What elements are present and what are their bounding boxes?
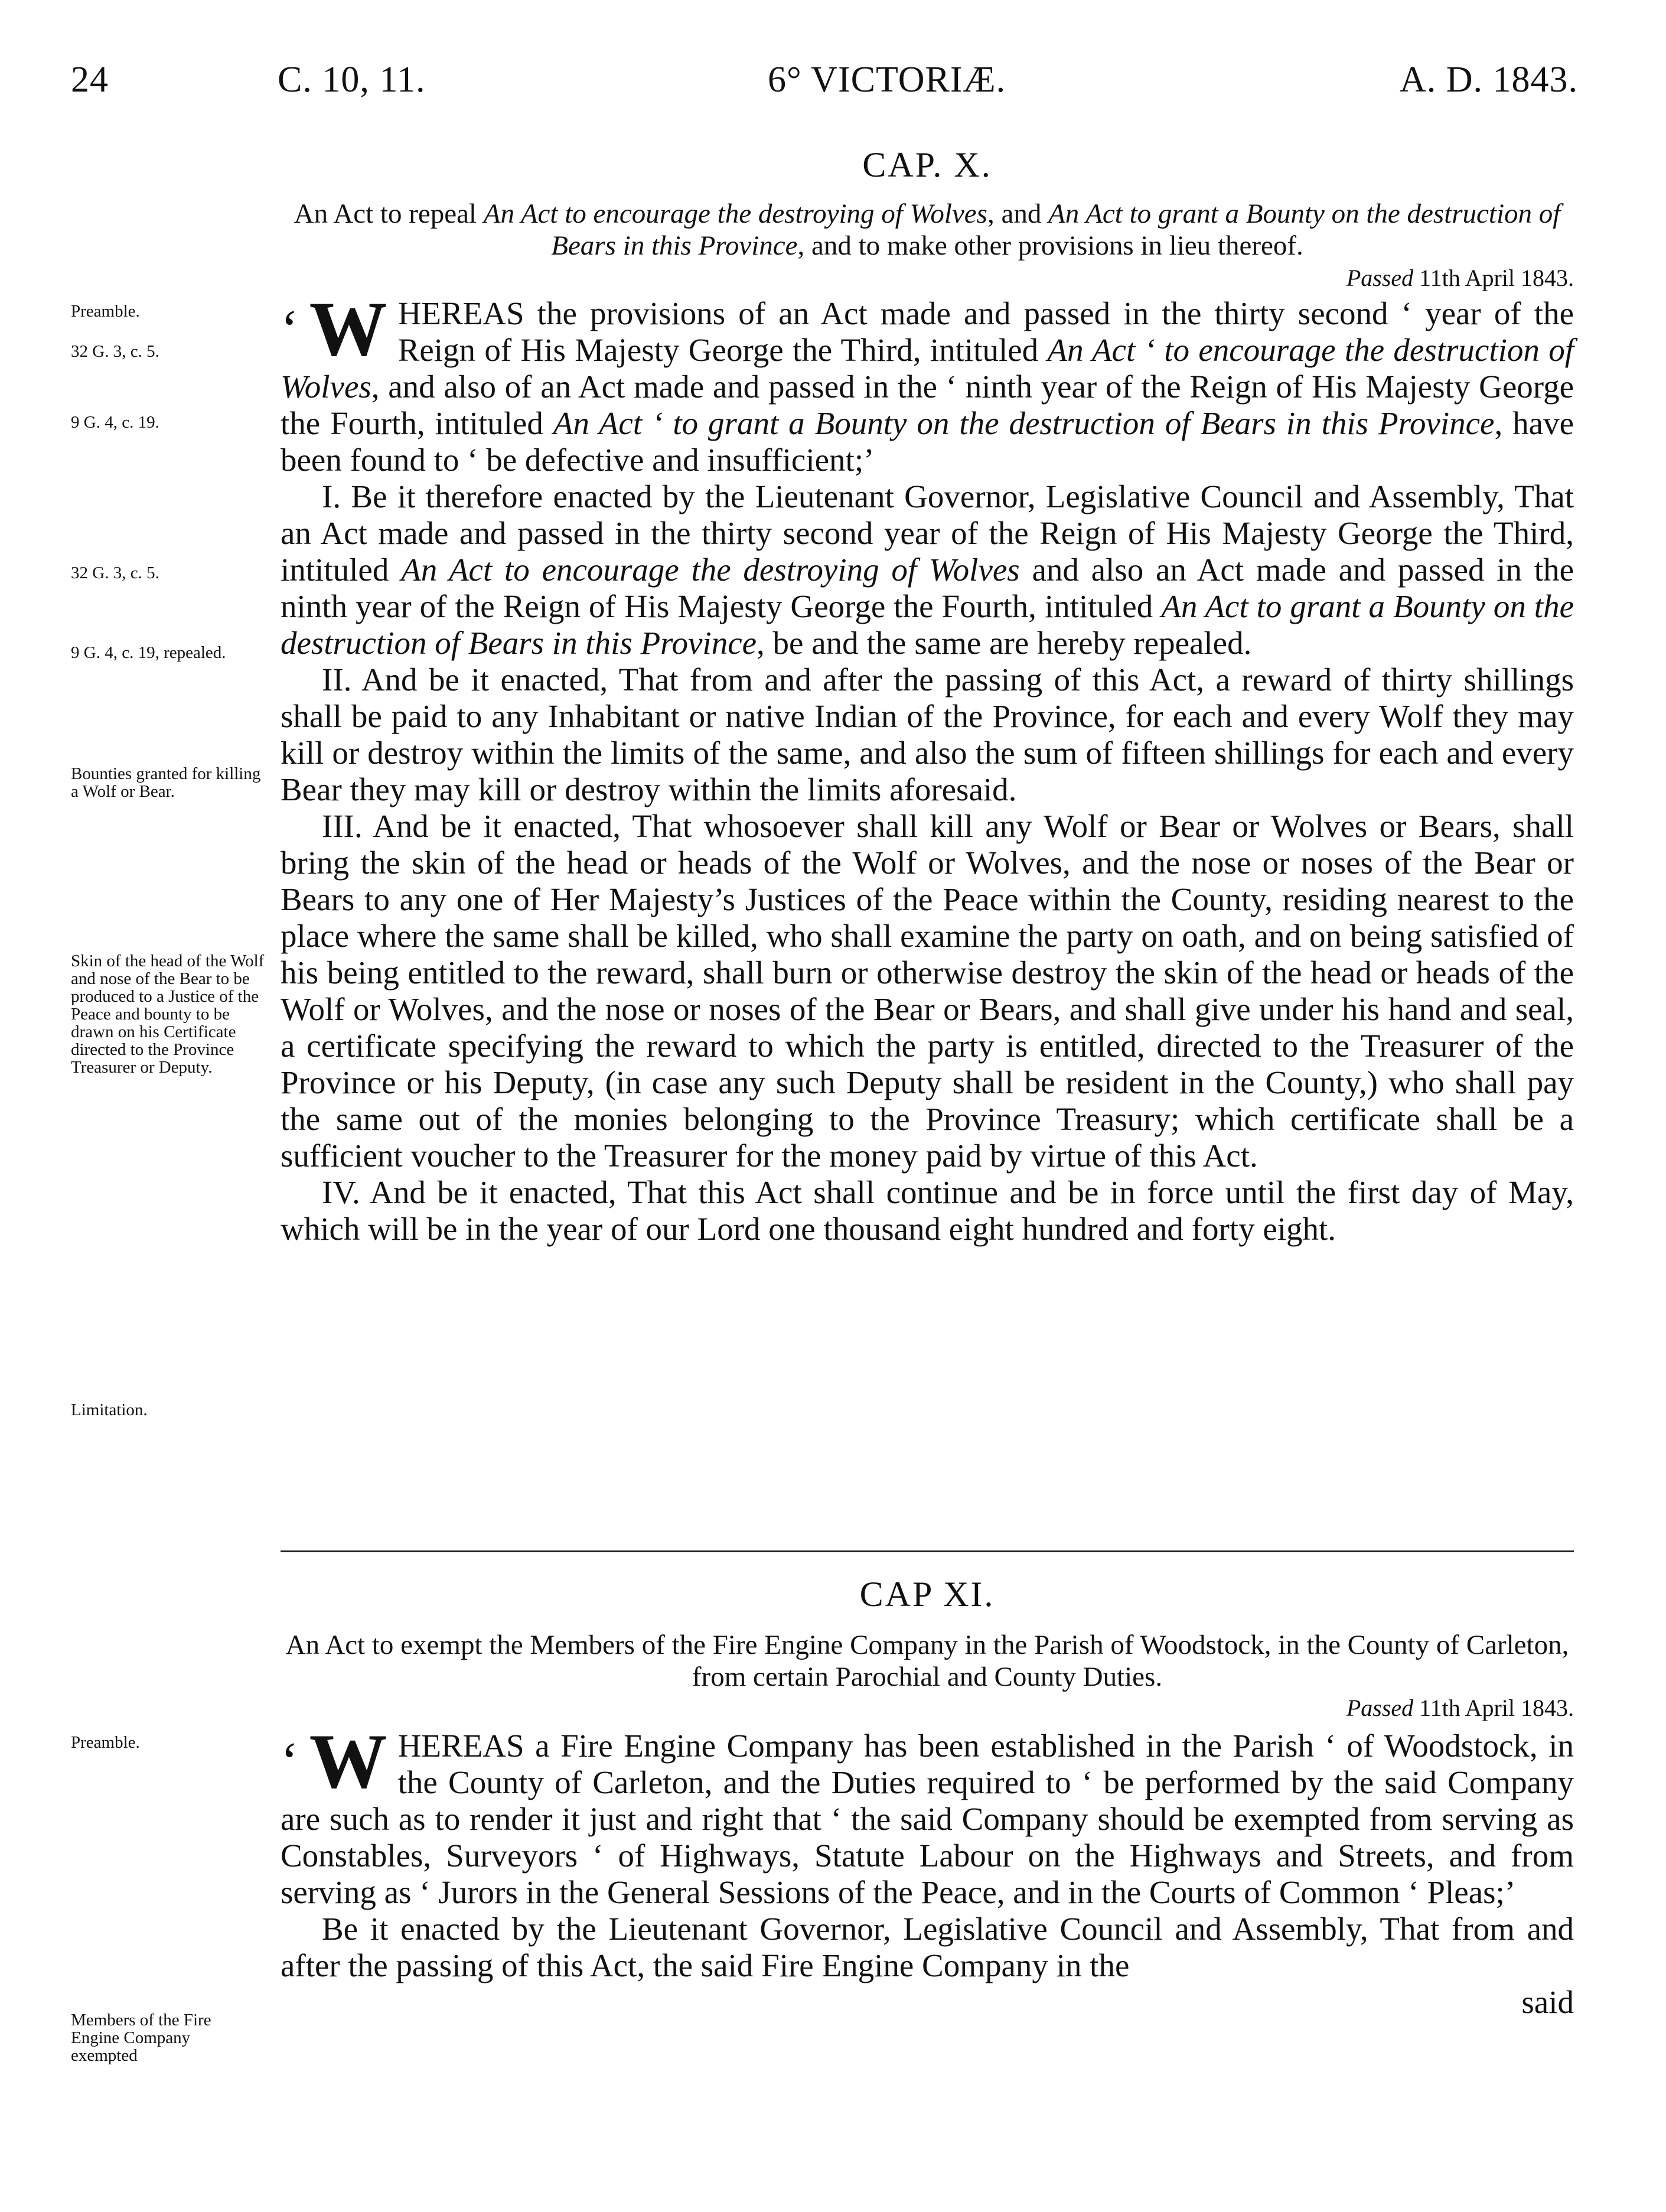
cap-x-section-2: II. And be it enacted, That from and after the passing of this Act, a reward of thirty shillings shall be paid to any Inhabitant or native Indian of the Province, for each and every Wolf they may kill or destroy within the limits of the same, and also the sum of fifteen shillings for each and every Bear they may kill or destroy within the limits aforesaid. bbox=[281, 662, 1574, 807]
cap-x-body bbox=[281, 285, 1574, 1247]
cap-xi-title: An Act to exempt the Members of the Fire Engine Company in the Parish of Woodstock, in the County of Carleton, from certain Parochial and County Duties. bbox=[285, 1630, 1569, 1692]
cap-x-section-4: IV. And be it enacted, That this Act shall continue and be in force until the first day of May, which will be in the year of our Lord one thousand eight hundred and forty eight. bbox=[281, 1174, 1574, 1247]
catchword: said bbox=[1521, 1984, 1574, 2020]
anno-domini: A. D. 1843. bbox=[1400, 60, 1579, 100]
margin-note-bounties: Bounties granted for killing a Wolf or Bear. bbox=[71, 764, 261, 801]
section-divider bbox=[281, 1550, 1574, 1552]
margin-note-ref: 32 G. 3, c. 5. bbox=[71, 342, 159, 361]
margin-note-repealed: 9 G. 4, c. 19, repealed. bbox=[71, 643, 226, 662]
cap-xi-heading: CAP XI. bbox=[859, 1575, 995, 1614]
margin-note-members-exempted: Members of the Fire Engine Company exempted bbox=[71, 2011, 211, 2065]
regnal-year: 6° VICTORIÆ. bbox=[768, 60, 1006, 100]
cap-x-section-1: I. Be it therefore enacted by the Lieutenant Governor, Legislative Council and Assembly, That an Act made and passed in the thirty second year of the Reign of His Majesty George the Third, intituled An Act to encourage the destroying of Wolves and also an Act made and passed in the ninth year of the Reign of His Majesty George the Fourth, intituled An Act to grant a Bounty on the destruction of Bears in this Province, be and the same are hereby repealed. bbox=[281, 478, 1574, 661]
cap-x-heading: CAP. X. bbox=[862, 145, 992, 184]
drop-cap: ‘ W bbox=[281, 1718, 387, 1804]
cap-x-title: An Act to repeal An Act to encourage the destroying of Wolves, and An Act to grant a Bounty on the destruction of Bears in this Province, and to make other provisions in lieu thereof. bbox=[294, 198, 1561, 261]
drop-cap: ‘ W bbox=[281, 285, 387, 372]
cap-x-preamble: ‘ W HEREAS the provisions of an Act made and passed in the thirty second ‘ year of the Reign of His Majesty George the Third, intituled An Act ‘ to encourage the destruction of Wolves, and also of an Act made and passed in the ‘ ninth year of the Reign of His Majesty George the Fourth, intituled An Act ‘ to grant a Bounty on the destruction of Bears in this Province, have been found to ‘ be defective and insufficient;’ bbox=[281, 285, 1574, 478]
page-number: 24 bbox=[71, 60, 109, 100]
chapter-reference: C. 10, 11. bbox=[278, 60, 426, 100]
margin-note-limitation: Limitation. bbox=[71, 1400, 148, 1419]
cap-xi-body bbox=[281, 1718, 1574, 2021]
cap-xi-passed-date: Passed 11th April 1843. bbox=[1346, 1695, 1574, 1721]
margin-note-preamble: Preamble. bbox=[71, 1733, 140, 1752]
cap-x-section-3: III. And be it enacted, That whosoever shall kill any Wolf or Bear or Wolves or Bears, shall bring the skin of the head or heads of the Wolf or Wolves, and the nose or noses of the Bear or Bears to any one of Her Majesty’s Justices of the Peace within the County, residing nearest to the place where the same shall be killed, who shall examine the party on oath, and on being satisfied of his being entitled to the reward, shall burn or otherwise destroy the skin of the head or heads of the Wolf or Wolves, and the nose or noses of the Bear or Bears, and shall give under his hand and seal, a certificate specifying the reward to which the party is entitled, directed to the Treasurer of the Province or his Deputy, (in case any such Deputy shall be resident in the County,) who shall pay the same out of the monies belonging to the Province Treasury; which certificate shall be a sufficient voucher to the Treasurer for the money paid by virtue of this Act. bbox=[281, 808, 1574, 1174]
cap-xi-enacting-clause: Be it enacted by the Lieutenant Governor, Legislative Council and Assembly, That from and after the passing of this Act, the said Fire Engine Company in the bbox=[281, 1911, 1574, 1983]
cap-x-passed-date: Passed 11th April 1843. bbox=[1346, 265, 1574, 291]
margin-note-ref: 32 G. 3, c. 5. bbox=[71, 563, 159, 582]
margin-note-preamble: Preamble. bbox=[71, 302, 140, 321]
margin-note-ref: 9 G. 4, c. 19. bbox=[71, 413, 159, 432]
margin-note-skin: Skin of the head of the Wolf and nose of the Bear to be produced to a Justice of the Peace and bounty to be drawn on his Certificate directed to the Province Treasurer or Deputy. bbox=[71, 952, 265, 1077]
cap-xi-preamble: ‘ W HEREAS a Fire Engine Company has been established in the Parish ‘ of Woodstock, in the County of Carleton, and the Duties required to ‘ be performed by the said Company are such as to render it just and right that ‘ the said Company should be exempted from serving as Constables, Surveyors ‘ of Highways, Statute Labour on the Highways and Streets, and from serving as ‘ Jurors in the General Sessions of the Peace, and in the Courts of Common ‘ Pleas;’ bbox=[281, 1718, 1574, 1910]
